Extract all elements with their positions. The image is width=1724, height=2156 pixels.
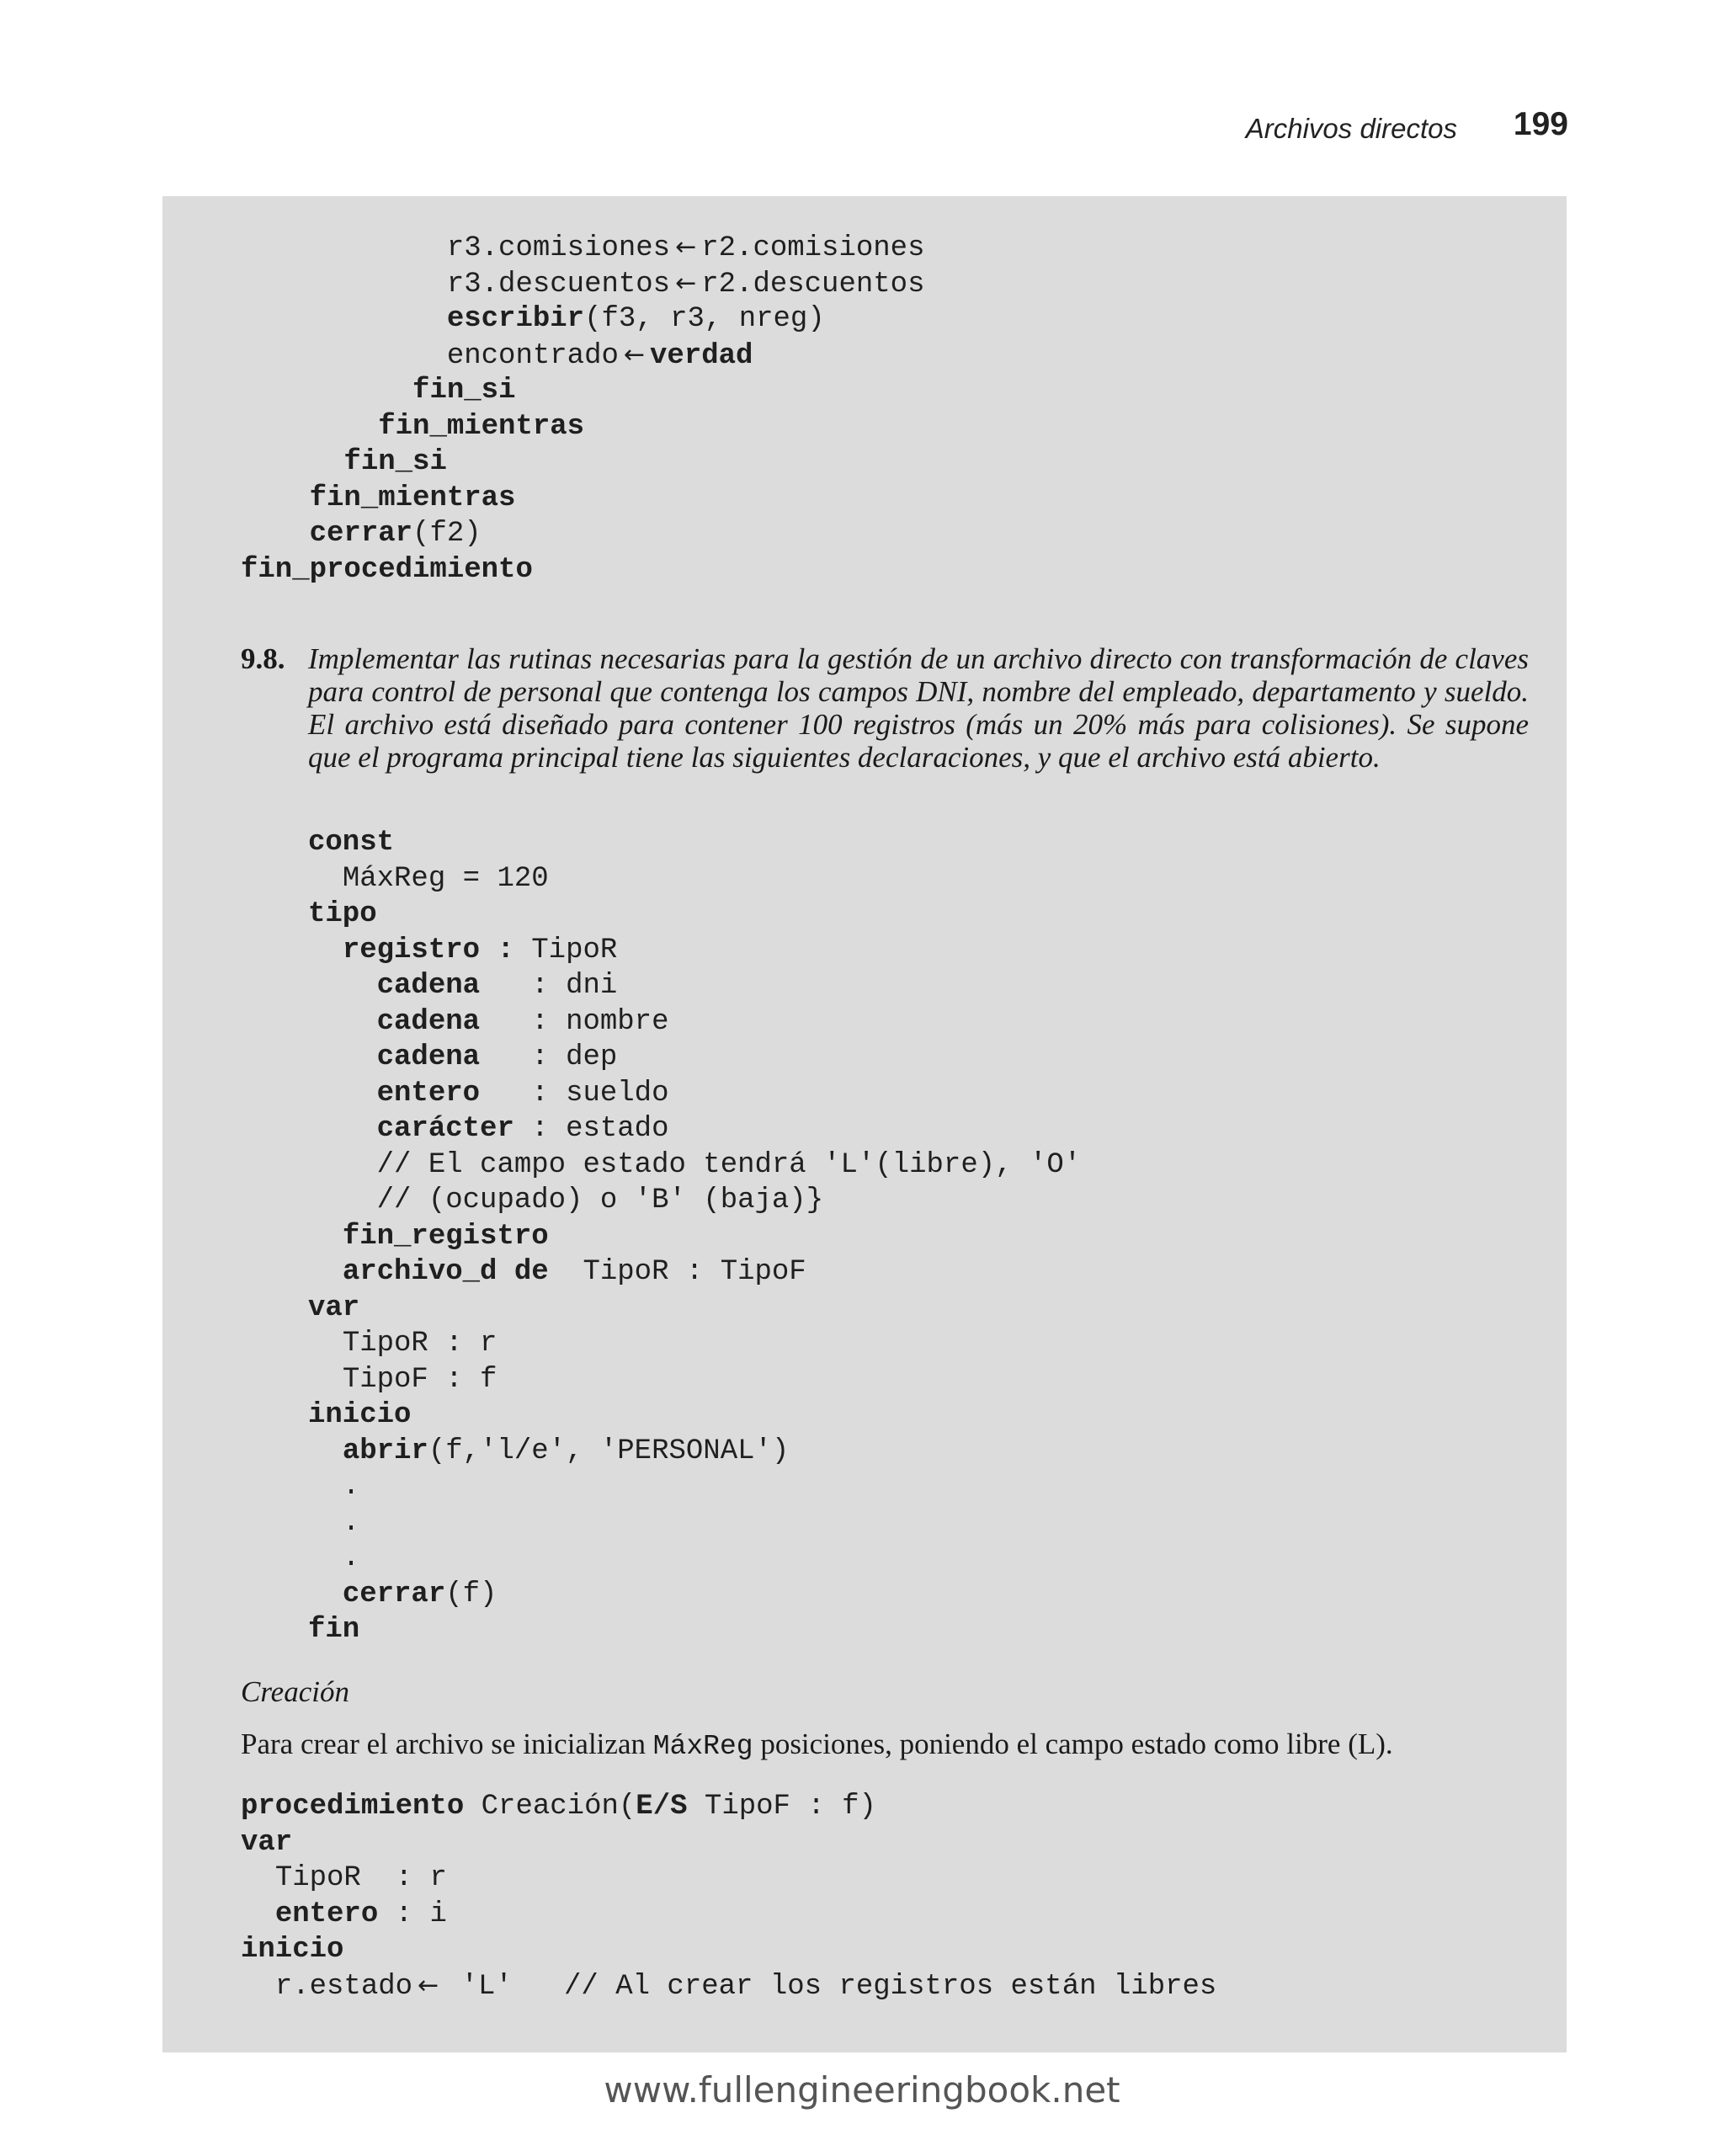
code-text	[308, 1328, 343, 1360]
code-text	[308, 1221, 343, 1253]
code-text	[241, 232, 447, 264]
code-keyword: escribir	[446, 303, 585, 335]
code-text: 'L' // Al crear los registros están libres	[444, 1970, 1217, 2003]
code-keyword: carácter	[376, 1113, 514, 1145]
page-number: 199	[1513, 106, 1568, 142]
code-line	[308, 1254, 1081, 1291]
code-text	[308, 1435, 343, 1467]
code-keyword: fin_si	[343, 446, 447, 478]
code-line	[308, 1434, 1081, 1470]
code-text	[241, 375, 412, 407]
footer-url: www.fullengineeringbook.net	[604, 2069, 1120, 2111]
code-keyword: inicio	[241, 1934, 344, 1966]
code-line	[308, 1541, 1081, 1577]
code-line	[308, 1577, 1081, 1613]
code-block-creacion	[241, 1789, 1216, 2004]
code-text	[308, 1149, 377, 1181]
code-keyword: cadena	[376, 1005, 481, 1038]
code-text	[241, 303, 447, 335]
code-text: : sueldo	[480, 1077, 669, 1110]
code-line	[241, 266, 924, 302]
code-text: .	[342, 1471, 360, 1503]
code-keyword: tipo	[308, 898, 377, 930]
code-text: .	[342, 1506, 360, 1539]
code-text: : dep	[480, 1041, 618, 1073]
code-keyword: cadena	[376, 1041, 481, 1073]
code-text	[241, 482, 310, 514]
code-keyword: fin_procedimiento	[241, 553, 533, 586]
code-keyword: verdad	[650, 339, 753, 372]
code-text: TipoR	[513, 934, 618, 966]
code-line	[241, 230, 924, 266]
assign-arrow-icon: ←	[675, 268, 697, 298]
code-line	[241, 338, 924, 374]
code-line	[308, 861, 1081, 897]
code-line	[241, 409, 924, 445]
code-text	[241, 1862, 275, 1894]
code-keyword: procedimiento	[241, 1791, 465, 1823]
code-line	[241, 1789, 1216, 1825]
code-text	[241, 518, 310, 550]
code-keyword: cadena	[376, 970, 481, 1002]
code-text: encontrado	[446, 339, 619, 372]
code-text	[308, 1041, 377, 1073]
code-line	[308, 1147, 1081, 1184]
code-text: // El campo estado tendrá 'L'(libre), 'O'	[376, 1148, 1082, 1181]
code-text	[308, 1184, 377, 1216]
code-text: TipoF : f	[342, 1363, 498, 1396]
code-keyword: fin_si	[412, 375, 516, 407]
code-line	[308, 1326, 1081, 1362]
code-keyword: archivo_d de	[342, 1256, 549, 1288]
code-line	[308, 1004, 1081, 1041]
code-text	[308, 1578, 343, 1610]
code-text: (f)	[445, 1578, 498, 1610]
code-text	[241, 269, 447, 301]
code-block-declarations	[308, 825, 1081, 1648]
code-text	[241, 1898, 275, 1930]
code-text	[308, 970, 377, 1002]
code-line	[308, 825, 1081, 861]
code-line	[308, 1040, 1081, 1076]
assign-arrow-icon: ←	[675, 232, 697, 262]
assign-arrow-icon: ←	[418, 1970, 439, 2000]
code-text	[308, 1507, 343, 1539]
code-line	[308, 1219, 1081, 1255]
code-keyword: abrir	[342, 1435, 428, 1467]
code-line	[241, 481, 924, 517]
code-line	[241, 445, 924, 481]
code-line	[241, 301, 924, 338]
code-text: TipoR : r	[342, 1328, 498, 1360]
code-text	[308, 863, 343, 895]
code-text: r3.comisiones	[446, 232, 671, 264]
code-text	[308, 934, 343, 966]
code-text	[308, 1471, 343, 1503]
code-text	[241, 1971, 275, 2003]
subheading-creacion: Creación	[241, 1675, 349, 1708]
section-title: Archivos directos	[1245, 113, 1457, 144]
code-line	[308, 1111, 1081, 1147]
code-keyword: var	[241, 1826, 293, 1859]
code-line	[308, 1469, 1081, 1505]
creation-paragraph	[241, 1727, 1554, 1765]
code-keyword: fin_mientras	[309, 482, 516, 514]
exercise-number: 9.8.	[241, 642, 285, 675]
code-line	[241, 516, 924, 552]
code-line	[241, 552, 924, 588]
code-keyword: fin_mientras	[378, 410, 585, 443]
code-line	[308, 1076, 1081, 1112]
code-keyword: registro :	[342, 934, 514, 966]
code-text: .	[342, 1542, 360, 1574]
code-line	[241, 373, 924, 409]
code-line	[308, 1362, 1081, 1398]
code-text: TipoR : r	[274, 1862, 447, 1894]
content-panel	[162, 196, 1567, 2052]
code-line	[308, 897, 1081, 933]
code-text: Creación(	[464, 1791, 636, 1823]
code-text: // (ocupado) o 'B' (baja)}	[376, 1184, 824, 1216]
exercise-text: Implementar las rutinas necesarias para la gestión de un archivo directo con transformación de claves para control de personal que contenga los campos DNI, nombre del empleado, departamento y sueldo. El archivo está diseñado para contener 100 registros (más un 20% más para colisiones). Se supone que el programa principal tiene las siguientes declaraciones, y que el archivo está abierto.	[308, 642, 1529, 774]
assign-arrow-icon: ←	[623, 339, 646, 370]
code-keyword: entero	[274, 1898, 379, 1930]
code-text: TipoR : TipoF	[548, 1256, 806, 1288]
code-text: : estado	[513, 1113, 669, 1145]
exercise-statement	[241, 642, 1529, 774]
code-keyword: cerrar	[309, 518, 413, 550]
code-line	[241, 1897, 1216, 1933]
paragraph-text-before: Para crear el archivo se inicializan	[241, 1727, 653, 1760]
code-text	[308, 1078, 377, 1110]
code-keyword: fin_registro	[342, 1220, 549, 1253]
code-line	[241, 1861, 1216, 1897]
code-line	[241, 1968, 1216, 2004]
code-text: r.estado	[274, 1970, 413, 2003]
code-line	[241, 1825, 1216, 1861]
paragraph-text-after: posiciones, poniendo el campo estado como libre (L).	[753, 1727, 1393, 1760]
code-text: : i	[378, 1898, 447, 1930]
code-text	[308, 1113, 377, 1145]
code-keyword: const	[308, 827, 395, 859]
code-text: TipoF : f)	[687, 1791, 876, 1823]
code-line	[308, 1397, 1081, 1434]
code-text: (f3, r3, nreg)	[584, 303, 825, 335]
code-line	[241, 1932, 1216, 1968]
code-line	[308, 968, 1081, 1004]
code-keyword: fin	[308, 1614, 360, 1646]
code-text	[308, 1364, 343, 1396]
code-line	[308, 1612, 1081, 1648]
code-text: r2.comisiones	[701, 232, 925, 264]
code-text	[241, 446, 343, 478]
code-keyword: var	[308, 1291, 360, 1324]
code-text: (f,'l/e', 'PERSONAL')	[428, 1435, 790, 1467]
code-keyword: cerrar	[342, 1578, 446, 1610]
code-text: MáxReg = 120	[342, 862, 549, 895]
code-text	[241, 411, 378, 443]
code-line	[308, 933, 1081, 969]
code-text: r3.descuentos	[446, 268, 671, 301]
code-text	[241, 340, 447, 372]
code-line	[308, 1183, 1081, 1219]
code-keyword: inicio	[308, 1399, 412, 1431]
code-text: r2.descuentos	[701, 268, 925, 301]
paragraph-inline-code: MáxReg	[652, 1731, 753, 1762]
code-block-procedure-end	[241, 230, 924, 588]
code-text: (f2)	[412, 518, 482, 550]
code-text: : dni	[480, 970, 618, 1002]
code-line	[308, 1291, 1081, 1327]
code-text	[308, 1542, 343, 1574]
code-keyword: entero	[376, 1077, 481, 1110]
code-text	[308, 1006, 377, 1038]
code-text	[308, 1256, 343, 1288]
code-text: : nombre	[480, 1005, 669, 1038]
code-keyword: E/S	[636, 1791, 688, 1823]
code-line	[308, 1505, 1081, 1541]
